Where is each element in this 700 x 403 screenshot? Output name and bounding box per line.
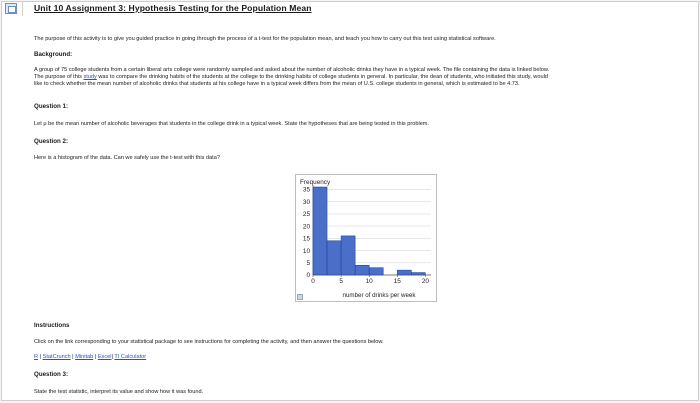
y-axis-label: Frequency [300, 179, 331, 186]
background-line-3: like to check whether the mean number of alcoholic drinks that students at his college have in a typical week differs from the mean of U.S. college students in general, which is estimated to be 4.73. [34, 81, 520, 87]
background-line-2-pre: The purpose of this [34, 74, 84, 80]
x-axis-label: number of drinks per week [342, 292, 416, 299]
background-line-1: A group of 75 college students from a certain liberal arts college were randomly sampled and asked about the number of alcoholic drinks they have in a typical week. The file containing the data is linked below. [34, 67, 550, 73]
software-links [34, 354, 146, 361]
histogram-bar [327, 241, 341, 275]
link-separator: | [94, 354, 97, 360]
x-tick-label: 15 [393, 278, 401, 285]
histogram-bar [411, 273, 425, 275]
question-2-heading: Question 2: [34, 138, 69, 145]
link-minitab[interactable]: Minitab [75, 354, 94, 360]
instructions-heading: Instructions [34, 322, 70, 329]
x-tick-label: 0 [311, 278, 315, 285]
y-tick-label: 30 [302, 198, 310, 206]
intro-text: The purpose of this activity is to give you guided practice in going through the process of a t-test for the population mean, and teach you how to carry out this test using statistical software. [34, 36, 496, 42]
histogram-bar [313, 187, 327, 275]
histogram-bar [369, 268, 383, 275]
question-3-text: State the test statistic, interpret its value and show how it was found. [34, 389, 204, 395]
background-heading: Background: [34, 51, 73, 58]
y-tick-label: 5 [306, 259, 310, 267]
question-1-heading: Question 1: [34, 103, 69, 110]
x-tick-label: 20 [421, 278, 429, 285]
y-tick-label: 15 [302, 235, 310, 243]
histogram-chart [296, 175, 436, 301]
y-tick-label: 20 [302, 223, 310, 231]
study-link[interactable]: study [83, 74, 97, 80]
assignment-page [1, 1, 699, 401]
y-tick-label: 35 [302, 186, 310, 194]
x-tick-label: 5 [339, 278, 343, 285]
link-separator: | [39, 354, 42, 360]
histogram-bar [341, 236, 355, 275]
link-separator: | [111, 354, 113, 360]
question-2-text: Here is a histogram of the data. Can we safely use the t-test with this data? [34, 155, 220, 161]
link-ti-calculator[interactable]: TI Calculator [114, 354, 147, 360]
histogram-figure [295, 174, 437, 302]
link-r[interactable]: R [34, 354, 39, 360]
question-3-heading: Question 3: [34, 371, 69, 378]
document-icon[interactable] [5, 3, 17, 14]
page-title: Unit 10 Assignment 3: Hypothesis Testing for the Population Mean [34, 3, 312, 13]
link-separator: | [72, 354, 74, 360]
y-tick-label: 10 [302, 247, 310, 255]
histogram-bar [355, 265, 369, 275]
y-tick-label: 25 [302, 211, 310, 219]
link-excel[interactable]: Excel [97, 354, 112, 360]
histogram-bar [397, 270, 411, 275]
link-statcrunch[interactable]: StatCrunch [42, 354, 71, 360]
background-line-2-post: was to compare the drinking habits of the students at the college to the drinking habits of college students in general. In particular, the dean of students, who initiated this study, would [96, 74, 548, 80]
question-1-text: Let μ be the mean number of alcoholic beverages that students in the college drink in a typical week. State the hypotheses that are being tested in this problem. [34, 121, 430, 127]
resize-handle-icon[interactable] [297, 294, 303, 300]
instructions-text: Click on the link corresponding to your statistical package to see instructions for completing the activity, and then answer the questions below. [34, 339, 384, 345]
page-header [2, 2, 698, 16]
x-tick-label: 10 [365, 278, 373, 285]
y-tick-label: 0 [306, 272, 310, 280]
header-divider [22, 2, 23, 16]
